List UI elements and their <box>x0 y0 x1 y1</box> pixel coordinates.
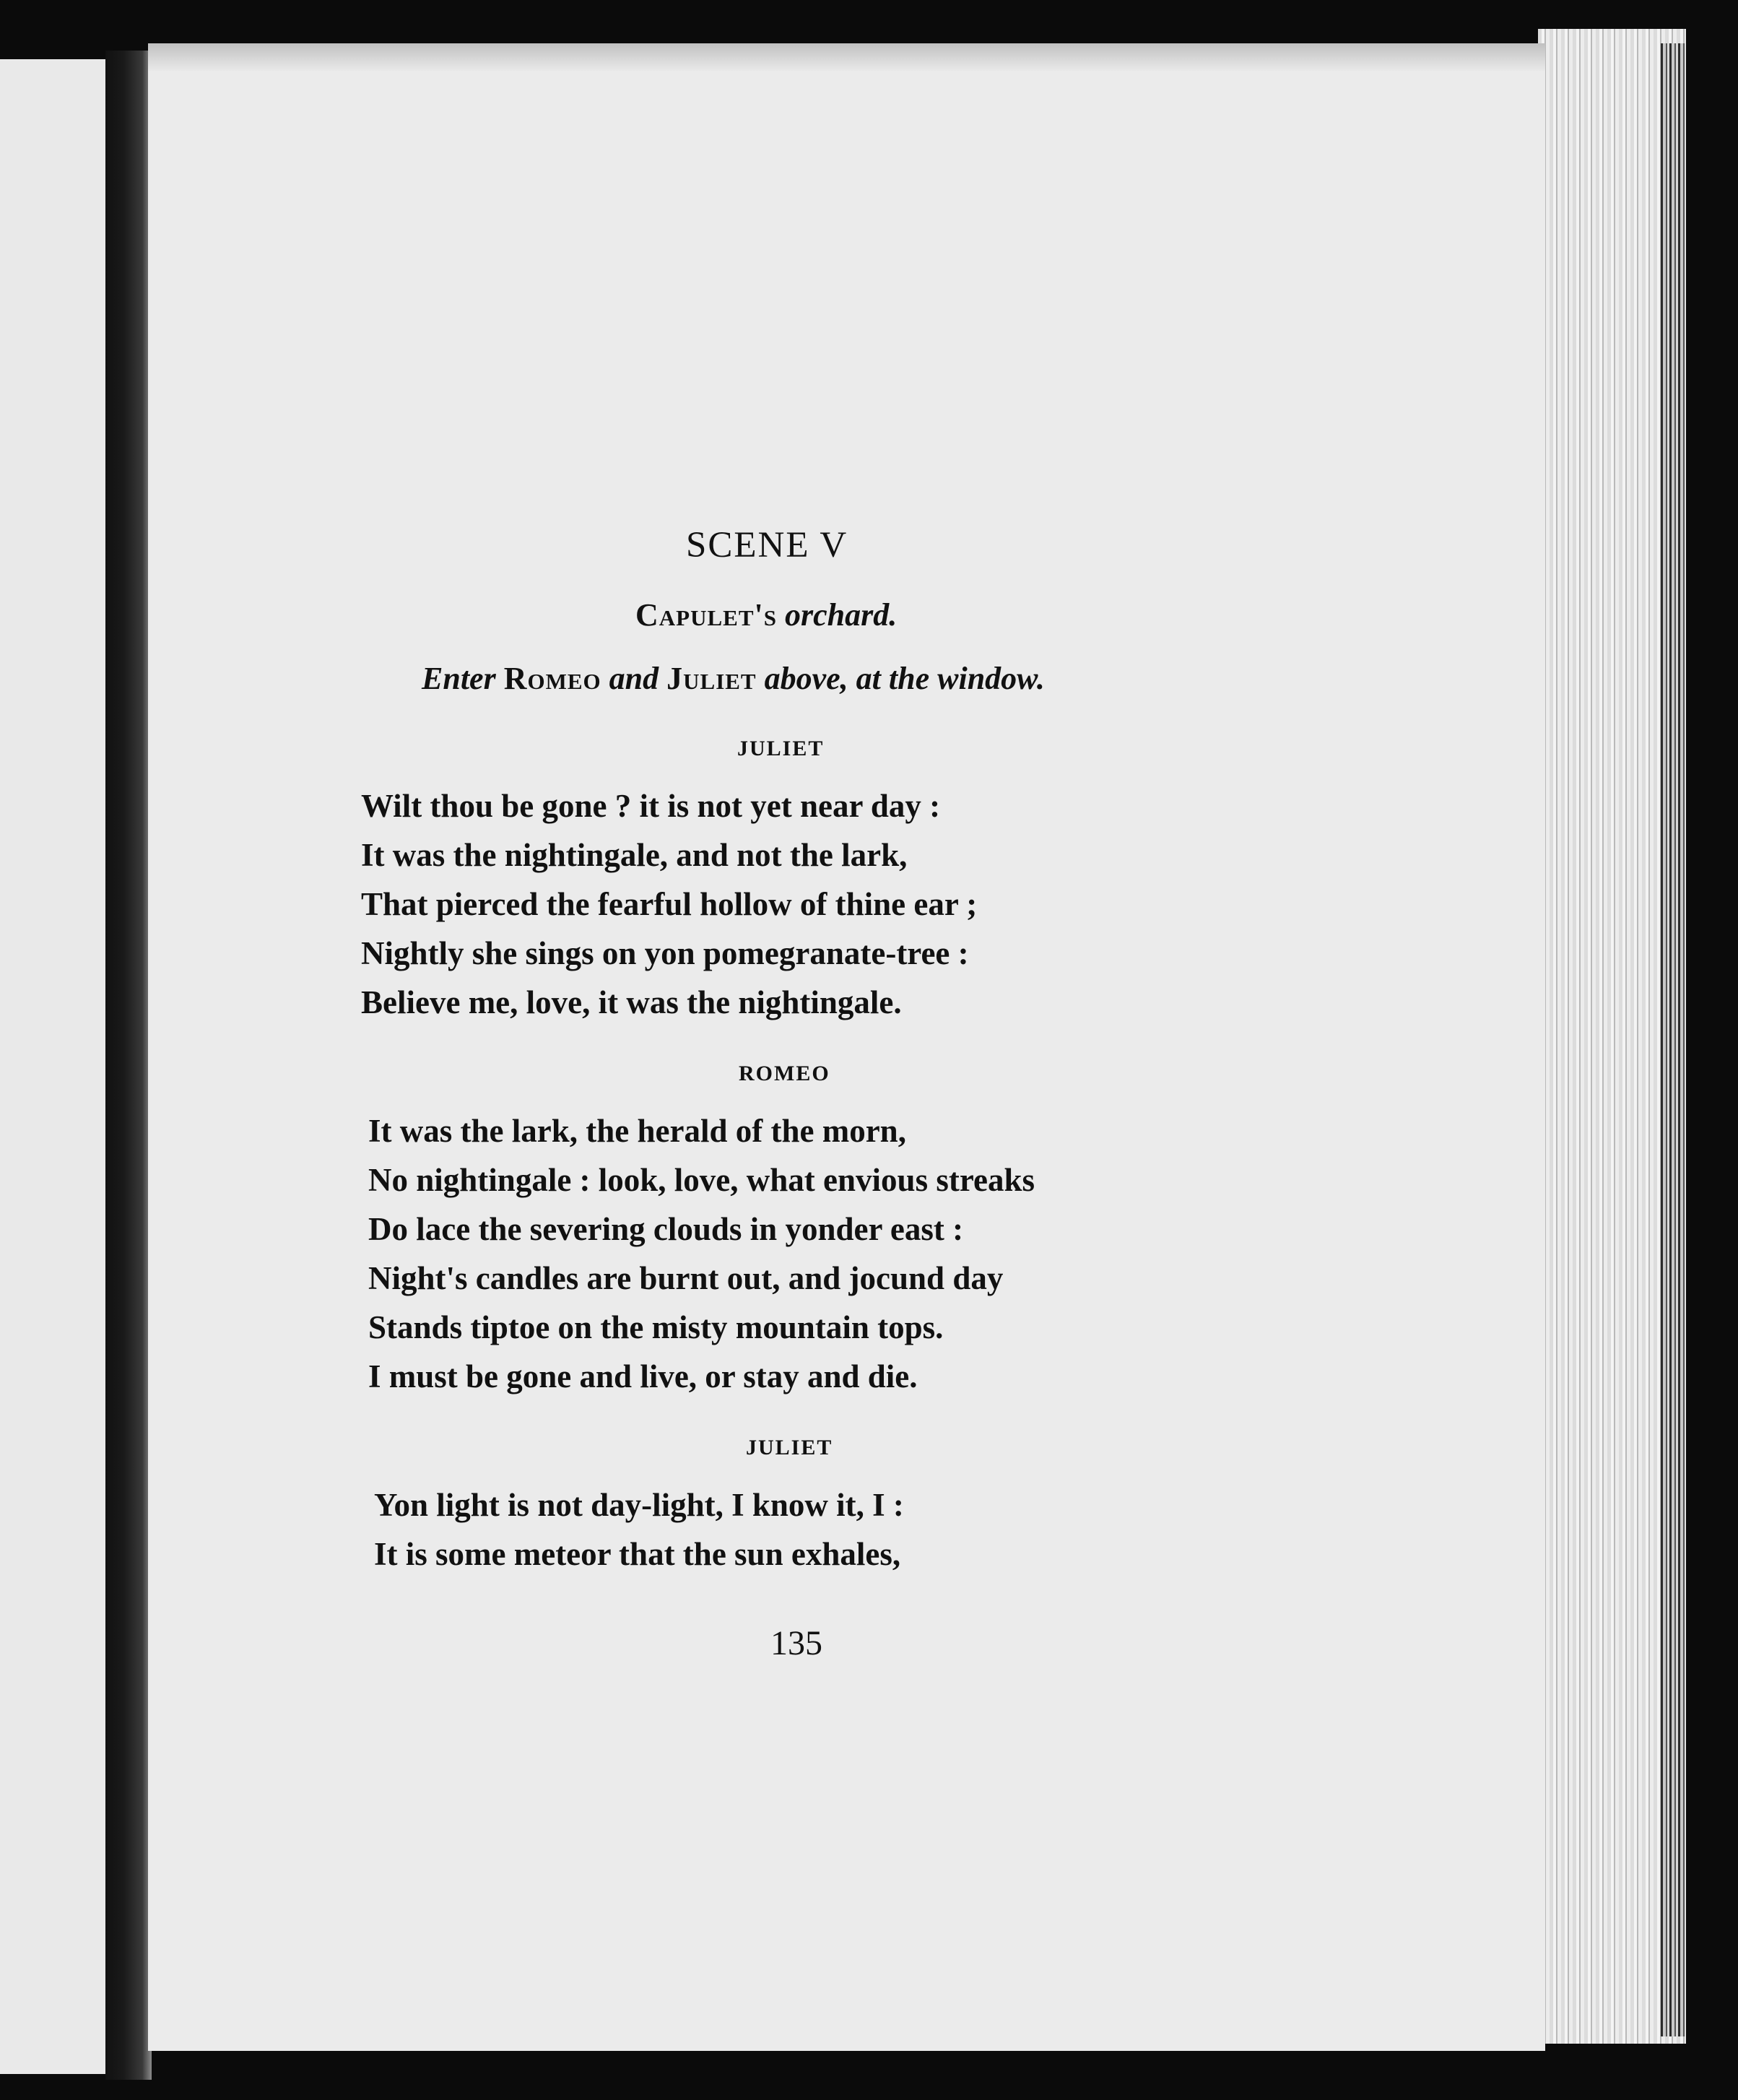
verse-line: Stands tiptoe on the misty mountain tops. <box>368 1309 944 1345</box>
verse-line: I must be gone and live, or stay and die. <box>368 1358 918 1394</box>
speaker-name: ROMEO <box>739 1062 830 1085</box>
book-page <box>148 43 1545 2051</box>
verse-line: Do lace the severing clouds in yonder east : <box>368 1211 964 1247</box>
speech-verse <box>368 1106 1035 1401</box>
verse-line: That pierced the fearful hollow of thine ear ; <box>361 886 978 922</box>
speech-verse <box>361 781 977 1027</box>
book-gutter <box>105 51 152 2080</box>
stage-direction-name-juliet: Juliet <box>666 661 757 696</box>
speaker-name: JULIET <box>746 1436 833 1459</box>
speech-verse <box>374 1480 904 1579</box>
setting-place: orchard. <box>784 597 898 633</box>
verse-line: It was the lark, the herald of the morn, <box>368 1113 906 1149</box>
stage-direction-name-romeo: Romeo <box>503 661 601 696</box>
stage-direction <box>422 660 1045 697</box>
verse-line: Believe me, love, it was the nightingale. <box>361 984 902 1020</box>
previous-page-edge <box>0 59 105 2074</box>
verse-line: It is some meteor that the sun exhales, <box>374 1536 901 1572</box>
verse-line: Night's candles are burnt out, and jocund day <box>368 1260 1004 1296</box>
stage-direction-and: and <box>609 661 659 696</box>
page-number: 135 <box>770 1624 822 1662</box>
scene-title: SCENE V <box>686 525 848 565</box>
stage-direction-rest: above, at the window. <box>764 661 1045 696</box>
speaker-name: JULIET <box>737 737 825 760</box>
verse-line: Nightly she sings on yon pomegranate-tree : <box>361 935 969 971</box>
verse-line: Wilt thou be gone ? it is not yet near day : <box>361 788 941 824</box>
scene-setting <box>635 596 897 633</box>
setting-name: Capulet's <box>635 597 777 633</box>
stage-direction-enter: Enter <box>422 661 496 696</box>
verse-line: Yon light is not day-light, I know it, I : <box>374 1487 904 1523</box>
verse-line: It was the nightingale, and not the lark, <box>361 837 908 873</box>
page-stack-edges-outer <box>1661 43 1685 2036</box>
verse-line: No nightingale : look, love, what envious streaks <box>368 1162 1035 1198</box>
